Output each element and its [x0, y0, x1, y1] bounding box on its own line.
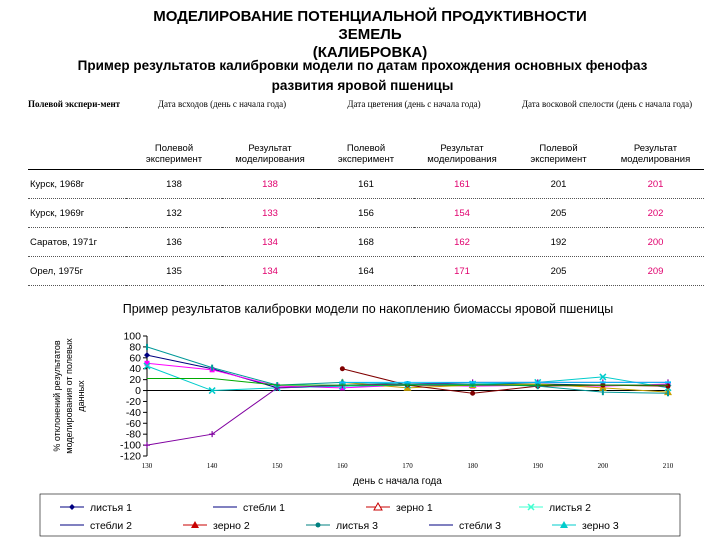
- site-cell: Курск, 1968г: [28, 170, 126, 199]
- x-tick-label: 200: [597, 462, 609, 470]
- legend-label: листья 3: [336, 520, 378, 532]
- y-tick-label: -20: [125, 395, 141, 408]
- sub-header: Полевой эксперимент: [510, 139, 607, 170]
- title-line-3: (КАЛИБРОВКА): [312, 44, 428, 61]
- x-tick-label: 160: [337, 462, 348, 470]
- y-tick-label: 20: [129, 374, 141, 387]
- value-cell: 171: [414, 257, 510, 286]
- legend-label: листья 2: [549, 502, 591, 514]
- y-tick-label: 100: [123, 330, 141, 343]
- group-header: Дата всходов (день с начала года): [157, 99, 287, 109]
- sub-header: Результат моделирования: [607, 139, 704, 170]
- data-point: [470, 381, 476, 383]
- value-cell: 161: [318, 170, 414, 199]
- legend-label: стебли 2: [90, 520, 132, 532]
- data-point: [211, 365, 213, 371]
- table-row: [28, 257, 704, 286]
- value-cell: 134: [222, 228, 318, 257]
- data-point: [600, 381, 606, 383]
- y-tick-label: -120: [119, 450, 141, 463]
- legend-label: листья 1: [90, 502, 132, 514]
- y-axis-title-line: моделирования от полевых: [64, 338, 74, 454]
- series-line: [342, 369, 668, 394]
- y-tick-label: 80: [129, 341, 141, 354]
- value-cell: 202: [607, 199, 704, 228]
- y-axis-title-line: % отклонений результатов: [52, 340, 62, 452]
- legend-label: зерно 3: [582, 520, 619, 532]
- y-tick-label: 60: [129, 352, 141, 365]
- subtitle-line-1: Пример результатов калибровки модели по датам прохождения основных фенофаз: [77, 58, 648, 73]
- title-line-2: ЗЕМЕЛЬ: [338, 26, 402, 43]
- y-tick-label: -40: [125, 406, 141, 419]
- value-cell: 200: [607, 228, 704, 257]
- data-point: [144, 442, 150, 448]
- value-cell: 201: [510, 170, 607, 199]
- x-tick-label: 170: [402, 462, 413, 470]
- x-tick-label: 180: [467, 462, 478, 470]
- value-cell: 156: [318, 199, 414, 228]
- value-cell: 138: [126, 170, 222, 199]
- table-header-row: [28, 95, 704, 139]
- value-cell: 162: [414, 228, 510, 257]
- data-point: [535, 381, 541, 383]
- value-cell: 164: [318, 257, 414, 286]
- y-axis-title: [52, 338, 86, 454]
- x-tick-label: 150: [272, 462, 283, 470]
- data-point: [470, 391, 475, 396]
- subtitle-line-2: развития яровой пшеницы: [271, 78, 454, 93]
- data-point: [537, 383, 539, 389]
- y-tick-label: -100: [119, 439, 141, 452]
- legend-label: зерно 2: [213, 520, 250, 532]
- biomass-chart: [0, 318, 720, 540]
- table-row: [28, 170, 704, 199]
- site-cell: Орел, 1975г: [28, 257, 126, 286]
- x-tick-label: 130: [141, 462, 153, 470]
- value-cell: 201: [607, 170, 704, 199]
- data-point: [405, 381, 411, 383]
- site-cell: Саратов, 1971г: [28, 228, 126, 257]
- data-point: [602, 389, 604, 395]
- table-subheader-row: [28, 139, 704, 170]
- value-cell: 209: [607, 257, 704, 286]
- site-cell: Курск, 1969г: [28, 199, 126, 228]
- sub-header: Полевой эксперимент: [318, 139, 414, 170]
- data-point: [666, 384, 671, 389]
- data-point: [146, 344, 148, 350]
- y-tick-label: 0: [135, 385, 141, 398]
- value-cell: 133: [222, 199, 318, 228]
- value-cell: 135: [126, 257, 222, 286]
- data-point: [340, 366, 345, 371]
- value-cell: 168: [318, 228, 414, 257]
- data-point: [339, 381, 345, 383]
- corner-label: Полевой экспери-мент: [28, 99, 121, 109]
- legend-label: стебли 3: [459, 520, 501, 532]
- data-point: [667, 390, 669, 396]
- sub-header: Результат моделирования: [222, 139, 318, 170]
- x-tick-label: 190: [532, 462, 543, 470]
- value-cell: 161: [414, 170, 510, 199]
- results-table: [28, 95, 704, 286]
- value-cell: 136: [126, 228, 222, 257]
- value-cell: 132: [126, 199, 222, 228]
- group-header: Дата восковой спелости (день с начала года): [521, 99, 693, 109]
- table-row: [28, 199, 704, 228]
- data-point: [665, 381, 671, 383]
- y-axis-title-line: данных: [76, 380, 86, 412]
- table-row: [28, 228, 704, 257]
- data-point: [144, 352, 150, 358]
- value-cell: 205: [510, 199, 607, 228]
- value-cell: 134: [222, 257, 318, 286]
- y-tick-label: -80: [125, 428, 141, 441]
- series-line: [147, 382, 668, 445]
- y-tick-label: -60: [125, 417, 141, 430]
- x-tick-label: 140: [206, 462, 218, 470]
- value-cell: 138: [222, 170, 318, 199]
- value-cell: 154: [414, 199, 510, 228]
- value-cell: 192: [510, 228, 607, 257]
- legend-marker: [69, 504, 75, 510]
- sub-header: Результат моделирования: [414, 139, 510, 170]
- value-cell: 205: [510, 257, 607, 286]
- subtitle: [30, 56, 695, 96]
- legend-marker: [316, 523, 321, 528]
- group-header: Дата цветения (день с начала года): [347, 99, 481, 109]
- sub-header: Полевой эксперимент: [126, 139, 222, 170]
- y-tick-label: 40: [129, 363, 141, 376]
- legend-label: зерно 1: [396, 502, 433, 514]
- chart-caption: Пример результатов калибровки модели по накоплению биомассы яровой пшеницы: [122, 302, 614, 316]
- x-tick-label: 210: [662, 462, 674, 470]
- legend-label: стебли 1: [243, 502, 285, 514]
- page-title: [60, 8, 680, 62]
- x-axis-title: день с начала года: [353, 476, 442, 487]
- title-line-1: МОДЕЛИРОВАНИЕ ПОТЕНЦИАЛЬНОЙ ПРОДУКТИВНОСТИ: [153, 8, 587, 25]
